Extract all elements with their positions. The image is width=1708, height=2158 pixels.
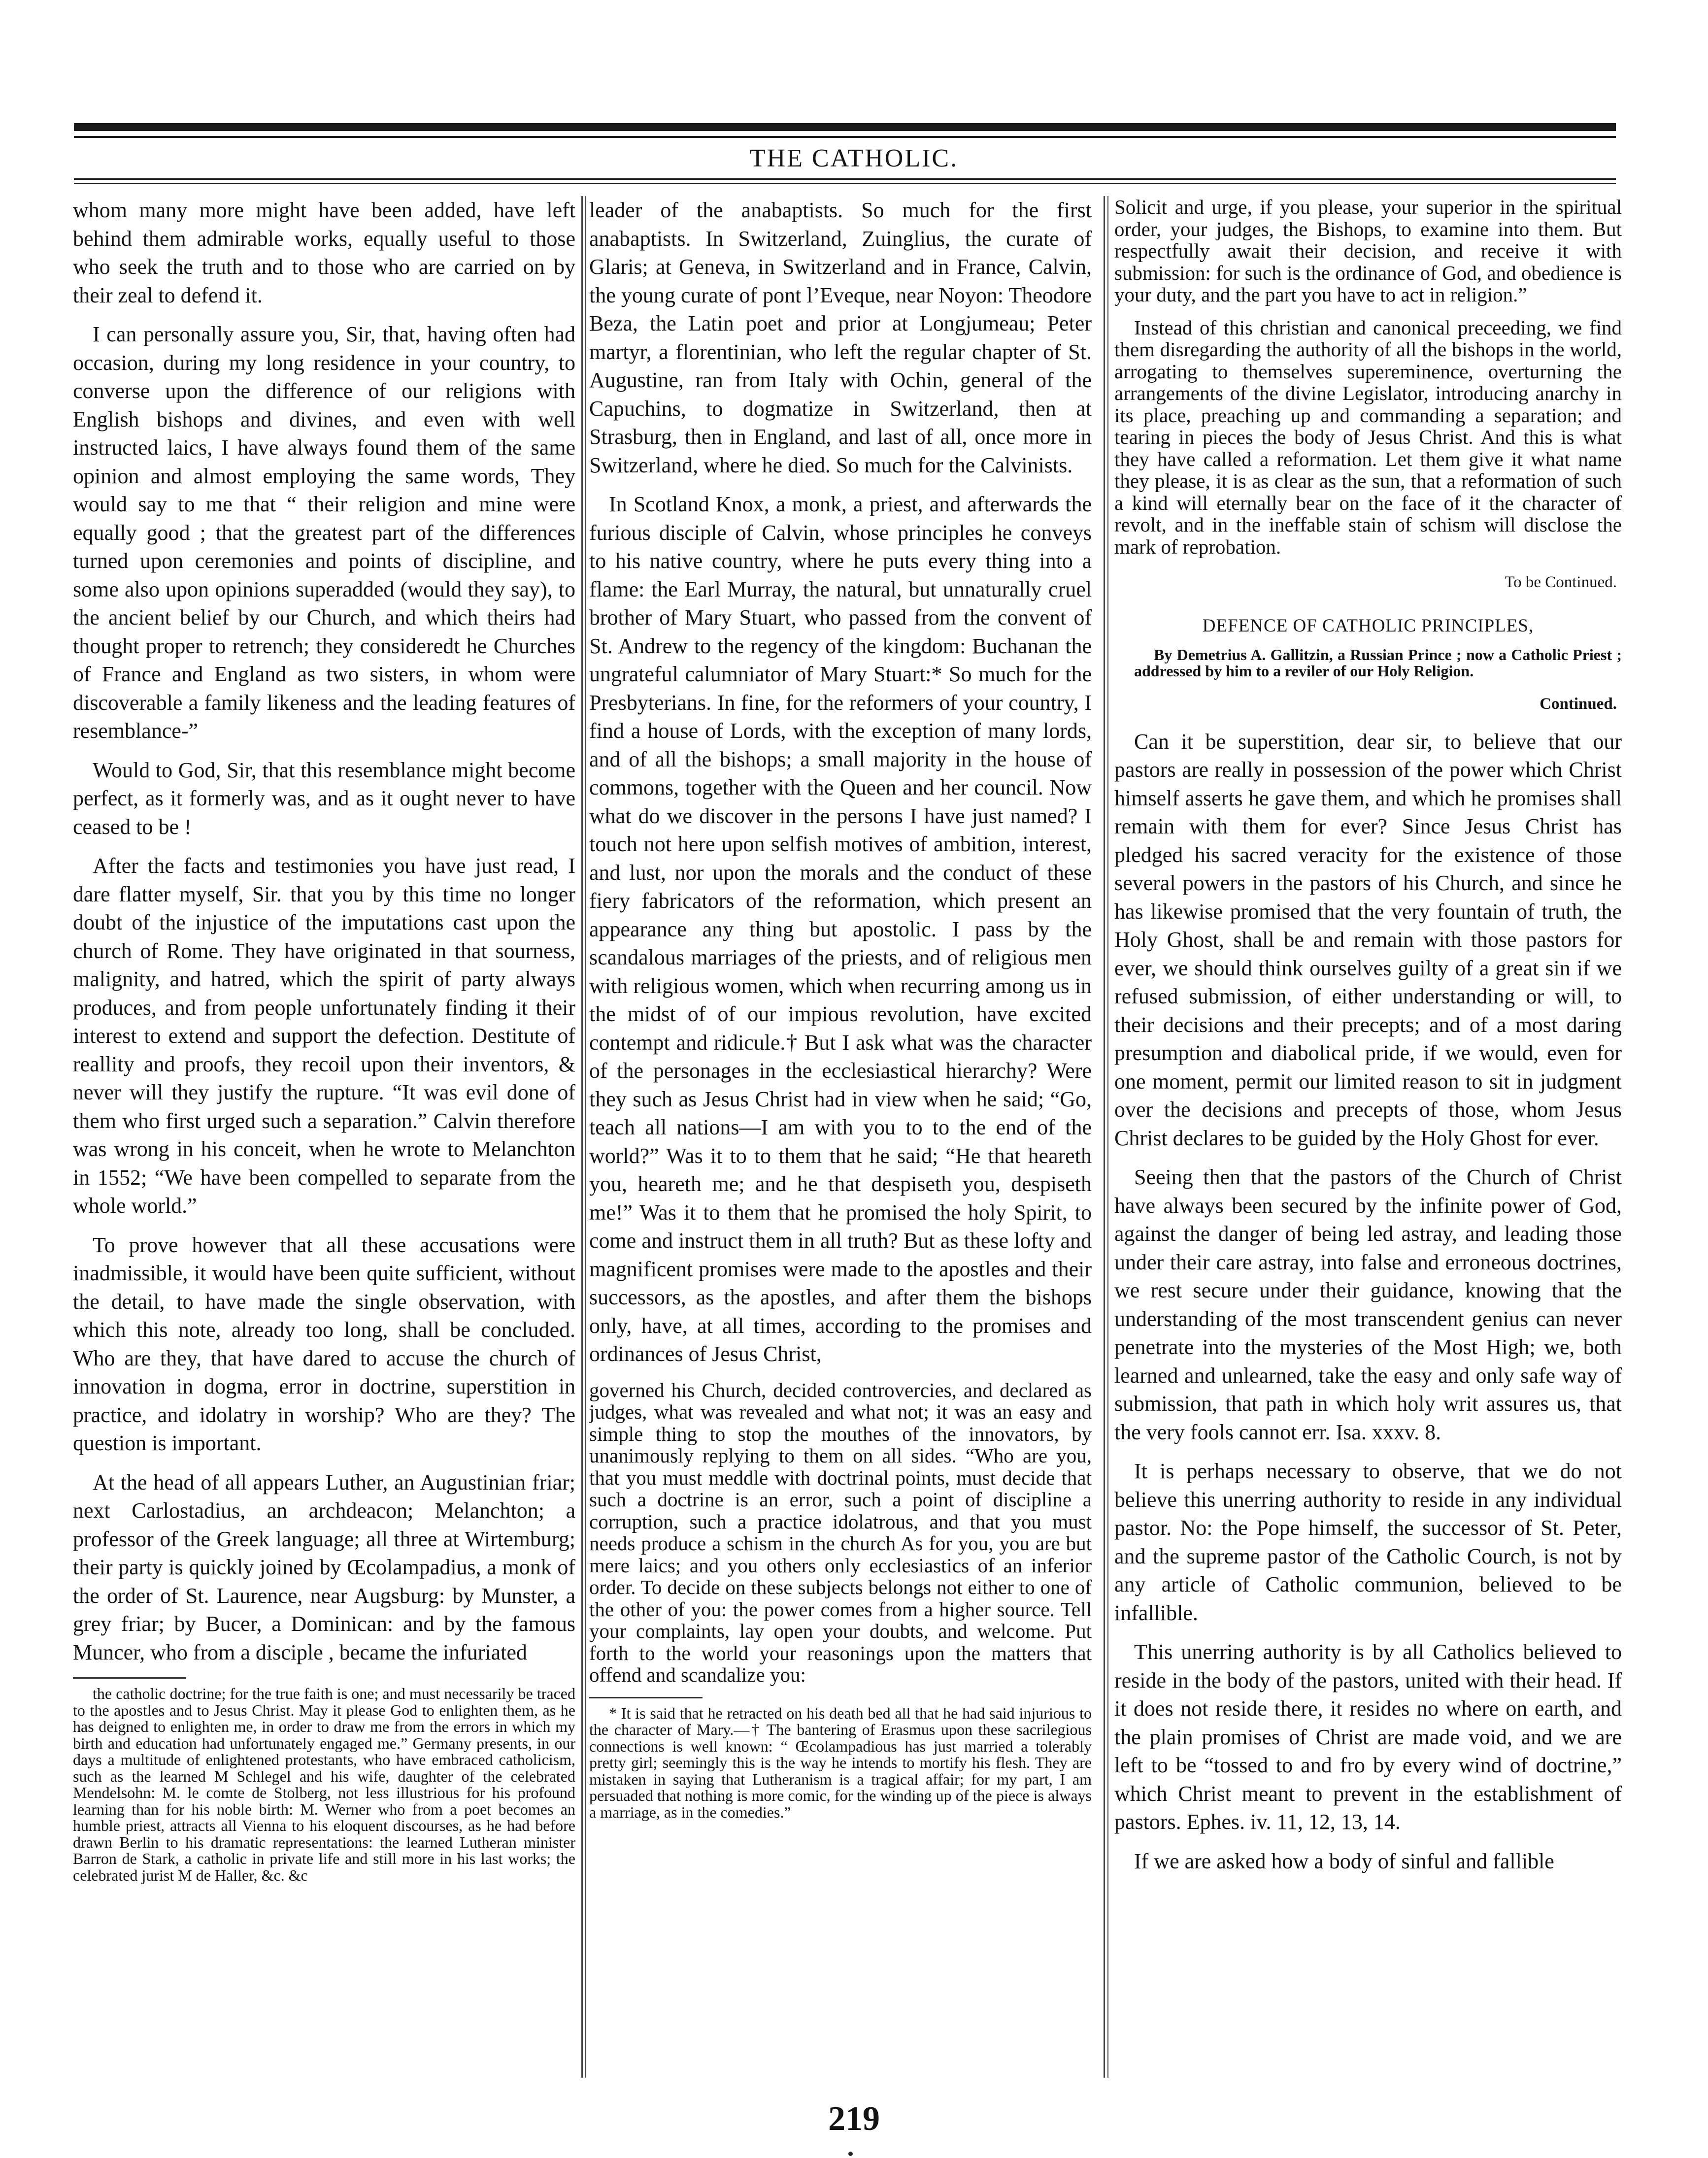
article-byline: By Demetrius A. Gallitzin, a Russian Prince ; now a Catholic Priest ; addressed by him to a reviler of our Holy Religion. (1134, 646, 1622, 680)
paragraph: Seeing then that the pastors of the Church of Christ have always been secured by the infinite power of God, against the danger of being led astray, and leading those under their care astray, into false and erroneous doctrines, we rest secure under their guidance, knowing that the understanding of the most transcendent genius can never penetrate into the mysteries of the Most High; we, both learned and unlearned, take the easy and only safe way of submission, that path in which holy writ assures us, that the very fools cannot err. Isa. xxxv. 8. (1114, 1165, 1622, 1444)
ink-dot (848, 2152, 853, 2156)
column-right (1114, 196, 1622, 2068)
paragraph: leader of the anabaptists. So much for the first anabaptists. In Switzerland, Zuinglius, the curate of Glaris; at Geneva, in Switzerland and in France, Calvin, the young curate of pont l’Eveque, near Noyon: Theodore Beza, the Latin poet and prior at Longjumeau; Peter martyr, a florentinian, who left the regular chapter of St. Augustine, ran from Italy with Ochin, general of the Capuchins, to dogmatize in Switzerland, then at Strasburg, then in England, and last of all, once more in Switzerland, where he died. So much for the Calvinists. (589, 198, 1092, 477)
paragraph: whom many more might have been added, have left behind them admirable works, equally useful to those who seek the truth and to those who are carried on by their zeal to defend it. (73, 198, 575, 307)
paragraph: If we are asked how a body of sinful and fallible (1134, 1849, 1554, 1873)
column-divider (585, 196, 586, 2078)
continued-note: Continued. (1540, 695, 1617, 713)
paragraph: It is perhaps necessary to observe, that we do not believe this unerring authority to reside in any individual pastor. No: the Pope himself, the successor of St. Peter, and the supreme pastor of the Catholic Courch, is not by any article of Catholic communion, believed to be infallible. (1114, 1459, 1622, 1625)
paragraph: This unerring authority is by all Catholics believed to reside in the body of the pastors, united with their head. If it does not reside there, it resides no where on earth, and the plain promises of Christ are made void, and we are left to be “tossed to and fro by every wind of doctrine,” which Christ meant to prevent in the establishment of pastors. Ephes. iv. 11, 12, 13, 14. (1114, 1640, 1622, 1834)
paragraph: After the facts and testimonies you have just read, I dare flatter myself, Sir. that you by this time no longer doubt of the injustice of the imputations cast upon the church of Rome. They have originated in that sourness, malignity, and hatred, which the spirit of party always produces, and from people unfortunately finding it their interest to extend and support the defection. Destitute of reallity and proofs, they recoil upon their inventors, & never will they justify the rupture. “It was evil done of them who first urged such a separation.” Calvin therefore was wrong in his conceit, when he wrote to Melanchton in 1552; “We have been compelled to separate from the whole world.” (73, 854, 575, 1218)
footnote: * It is said that he retracted on his death bed all that he had said injurious to the character of Mary.—† The bantering of Erasmus upon these sacrilegious connections is well known: “ Œcolampadious has just married a tolerably pretty girl; seemingly this is the way he intends to mortify his flesh. They are mistaken in saying that Lutheranism is a tragical affair; for my part, I am persuaded that nothing is more comic, for the winding up of the piece is always a marriage, as in the comedies.” (589, 1704, 1092, 1821)
paragraph: At the head of all appears Luther, an Augustinian friar; next Carlostadius, an archdeacon; Melanchton; a professor of the Greek language; all three at Wirtemburg; their party is quickly joined by Œcolampadius, a monk of the order of St. Laurence, near Augsburg: by Munster, a grey friar; by Bucer, a Dominican: and by the famous Muncer, who from a disciple , became the infuriated (73, 1470, 575, 1664)
footnote-rule (589, 1697, 703, 1698)
column-divider (1107, 196, 1108, 2078)
top-rule-thick (74, 123, 1616, 131)
column-left (73, 196, 575, 2068)
paragraph: Solicit and urge, if you please, your superior in the spiritual order, your judges, the Bishops, to examine into them. But respectfully await their decision, and receive it with submission: for such is the ordinance of God, and obedience is your duty, and the part you have to act in religion.” (1114, 196, 1622, 306)
head-rule (74, 178, 1616, 180)
column-divider (1104, 196, 1105, 2078)
footnote-rule (73, 1677, 186, 1679)
to-be-continued-note: To be Continued. (1505, 573, 1617, 591)
running-head: THE CATHOLIC. (749, 144, 959, 172)
paragraph: governed his Church, decided controvercies, and declared as judges, what was revealed and what not; it was an easy and simple thing to stop the mouthes of the innovators, by unanimously replying to them on all sides. “Who are you, that you must meddle with doctrinal points, must decide that such a doctrine is an error, such a point of discipline a corruption, such a practice idolatrous, and that you must needs produce a schism in the church As for you, you are but mere laics; and you others only ecclesiastics of an inferior order. To decide on these subjects belongs not either to one of the other of you: the power comes from a higher source. Tell your complaints, lay open your doubts, and welcome. Put forth to the world your reasonings upon the matters that offend and scandalize you: (589, 1378, 1092, 1686)
paragraph: I can personally assure you, Sir, that, having often had occasion, during my long residence in your country, to converse upon the difference of our religions with English bishops and divines, and even with well instructed laics, I have always found them of the same opinion and almost employing the same words, They would say to me that “ their religion and mine were equally good ; that the greatest part of the differences turned upon ceremonies and points of discipline, and some also upon opinions superadded (would they say), to the ancient belief by our Church, and which theirs had thought proper to retrench; they consideredt he Churches of France and England as two sisters, in whom were discoverable a family likeness and the leading features of resemblance-” (73, 322, 575, 743)
column-middle (589, 196, 1092, 2068)
paragraph: Instead of this christian and canonical preceeding, we find them disregarding the authority of all the bishops in the world, arrogating to themselves supereminence, overturning the arrangements of the divine Legislator, introducing anarchy in its place, preaching up and commanding a separation; and tearing in pieces the body of Jesus Christ. And this is what they have called a reformation. Let them give it what name they please, it is as clear as the sun, that a reformation of such a kind will eternally bear on the face of it the character of revolt, and in the ineffable stain of schism will disclose the mark of reprobation. (1114, 316, 1622, 558)
article-title: DEFENCE OF CATHOLIC PRINCIPLES, (1202, 615, 1534, 636)
footnote: the catholic doctrine; for the true faith is one; and must necessarily be traced to the apostles and to Jesus Christ. May it please God to enlighten them, as he has deigned to enlighten me, in order to draw me from the errors in which my birth and education had unfortunately engaged me.” Germany presents, in our days a multitude of enlightened protestants, who have embraced catholicism, such as the learned M Schlegel and his wife, daughter of the celebrated Mendelsohn: M. le comte de Stolberg, not less illustrious for his profound learning than for his noble birth: M. Werner who from a poet becomes an humble priest, attracts all Vienna to his eloquent discourses, as he had before drawn Berlin to his dramatic representations: the learned Lutheran minister Barron de Stark, a catholic in private life and still more in his last works; the celebrated jurist M de Haller, &c. &c (73, 1685, 575, 1884)
page-number: 219 (828, 2100, 880, 2138)
paragraph: To prove however that all these accusations were inadmissible, it would have been quite sufficient, without the detail, to have made the single observation, with which this note, already too long, shall be concluded. Who are they, that have dared to accuse the church of innovation in dogma, error in doctrine, superstition in practice, and idolatry in worship? Who are they? The question is important. (73, 1232, 575, 1455)
top-rule-thin (74, 136, 1616, 138)
head-rule-double (74, 183, 1616, 184)
paragraph: Would to God, Sir, that this resemblance might become perfect, as it formerly was, and as it ought never to have ceased to be ! (73, 758, 575, 839)
column-divider (581, 196, 583, 2078)
paragraph: In Scotland Knox, a monk, a priest, and afterwards the furious disciple of Calvin, whose principles he conveys to his native country, where he puts every thing into a flame: the Earl Murray, the natural, but unnaturally cruel brother of Mary Stuart, who passed from the convent of St. Andrew to the regency of the kingdom: Buchanan the ungrateful calumniator of Mary Stuart:* So much for the Presbyterians. In fine, for the reformers of your country, I find a house of Lords, with the exception of many lords, and of all the bishops; a small majority in the house of commons, together with the Queen and her council. Now what do we discover in the persons I have just named? I touch not here upon selfish motives of ambition, interest, and lust, nor upon the morals and the conduct of these fiery fabricators of the reformation, which present an appearance any thing but apostolic. I pass by the scandalous marriages of the priests, and of religious men with religious women, which when recurring among us in the midst of of our impious revolution, have excited contempt and ridicule.† But I ask what was the character of the personages in the ecclesiastical hierarchy? Were they such as Jesus Christ had in view when he said; “Go, teach all nations—I am with you to to the end of the world?” Was it to to them that he said; “He that heareth you, heareth me; and he that despiseth you, despiseth me!” Was it to them that he promised the holy Spirit, to come and instruct them in all truth? But as these lofty and magnificent promises were made to the apostles and their successors, as the apostles, and after them the bishops only, have, at all times, according to the promises and ordinances of Jesus Christ, (589, 492, 1092, 1366)
paragraph: Can it be superstition, dear sir, to believe that our pastors are really in possession of the power which Christ himself asserts he gave them, and which he promises shall remain with them for ever? Since Jesus Christ has pledged his sacred veracity for the existence of those several powers in the pastors of his Church, and since he has likewise promised that the very fountain of truth, the Holy Ghost, shall be and remain with those pastors for ever, we should think ourselves guilty of a great sin if we refused submission, of either understanding or will, to their decisions and their precepts; and of a most daring presumption and diabolical pride, if we would, even for one moment, permit our limited reason to sit in judgment over the decisions and precepts of those, whom Jesus Christ declares to be guided by the Holy Ghost for ever. (1114, 729, 1622, 1150)
